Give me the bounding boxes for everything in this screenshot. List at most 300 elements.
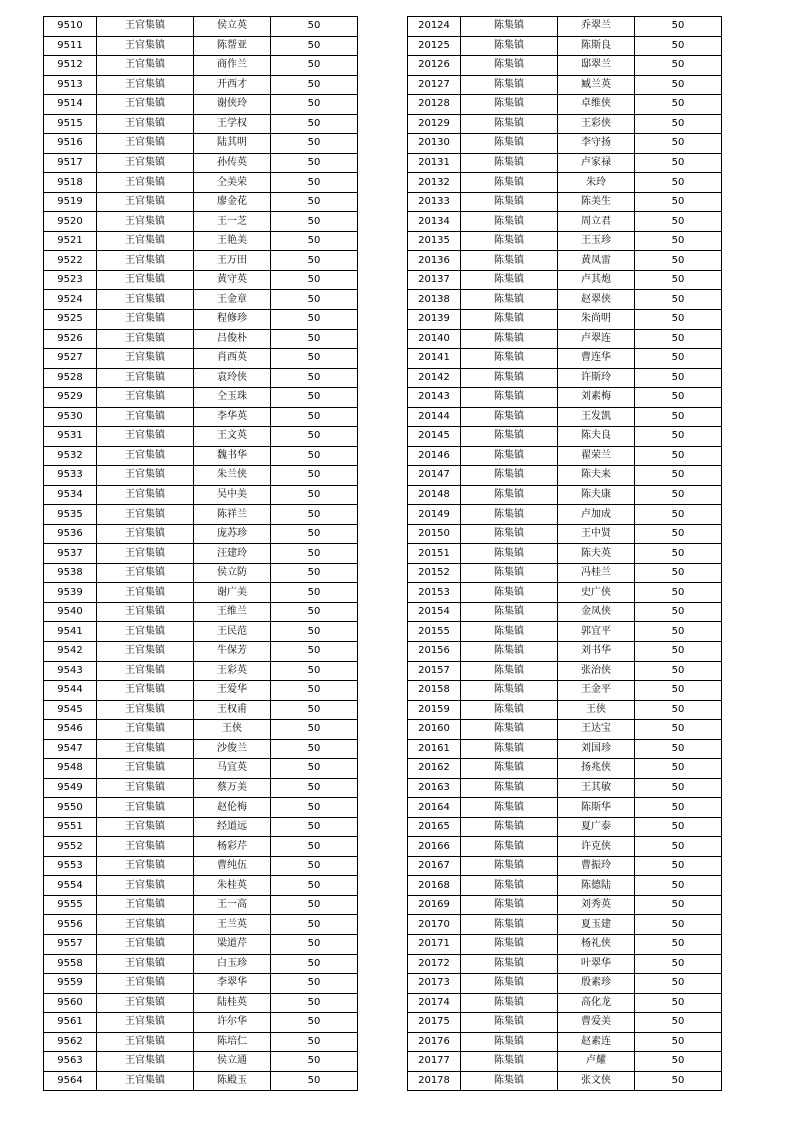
town-cell: 王官集镇	[97, 1071, 194, 1091]
table-row	[408, 1032, 722, 1052]
town-cell: 陈集镇	[461, 270, 558, 290]
amount-cell: 50	[635, 446, 722, 466]
amount-cell: 50	[635, 173, 722, 193]
record-number-cell: 20152	[408, 563, 461, 583]
table-row	[44, 661, 358, 681]
person-name-cell: 陈帮亚	[194, 36, 271, 56]
town-cell: 陈集镇	[461, 192, 558, 212]
table-row	[408, 309, 722, 329]
town-cell: 陈集镇	[461, 798, 558, 818]
record-number-cell: 20153	[408, 583, 461, 603]
town-cell: 陈集镇	[461, 622, 558, 642]
table-row	[408, 192, 722, 212]
record-number-cell: 9541	[44, 622, 97, 642]
amount-cell: 50	[635, 954, 722, 974]
amount-cell: 50	[635, 407, 722, 427]
table-row	[44, 817, 358, 837]
record-number-cell: 9558	[44, 954, 97, 974]
person-name-cell: 高化龙	[558, 993, 635, 1013]
record-number-cell: 9547	[44, 739, 97, 759]
town-cell: 陈集镇	[461, 212, 558, 232]
record-number-cell: 9534	[44, 485, 97, 505]
record-number-cell: 9531	[44, 427, 97, 447]
record-number-cell: 20135	[408, 231, 461, 251]
person-name-cell: 陈殿玉	[194, 1071, 271, 1091]
amount-cell: 50	[271, 895, 358, 915]
table-row	[44, 485, 358, 505]
town-cell: 陈集镇	[461, 524, 558, 544]
record-number-cell: 20171	[408, 934, 461, 954]
amount-cell: 50	[271, 1052, 358, 1072]
town-cell: 王官集镇	[97, 798, 194, 818]
person-name-cell: 李华英	[194, 407, 271, 427]
table-row	[44, 446, 358, 466]
person-name-cell: 卢其炮	[558, 270, 635, 290]
town-cell: 王官集镇	[97, 309, 194, 329]
record-number-cell: 9526	[44, 329, 97, 349]
record-number-cell: 9515	[44, 114, 97, 134]
person-name-cell: 李翠华	[194, 974, 271, 994]
amount-cell: 50	[635, 388, 722, 408]
table-row	[408, 681, 722, 701]
town-cell: 王官集镇	[97, 231, 194, 251]
town-cell: 王官集镇	[97, 1032, 194, 1052]
record-number-cell: 20127	[408, 75, 461, 95]
amount-cell: 50	[271, 544, 358, 564]
amount-cell: 50	[271, 309, 358, 329]
town-cell: 陈集镇	[461, 173, 558, 193]
amount-cell: 50	[635, 778, 722, 798]
amount-cell: 50	[635, 739, 722, 759]
town-cell: 陈集镇	[461, 368, 558, 388]
town-cell: 陈集镇	[461, 134, 558, 154]
record-number-cell: 20177	[408, 1052, 461, 1072]
table-row	[408, 759, 722, 779]
amount-cell: 50	[271, 446, 358, 466]
table-row	[408, 485, 722, 505]
town-cell: 陈集镇	[461, 563, 558, 583]
town-cell: 陈集镇	[461, 75, 558, 95]
record-number-cell: 9553	[44, 856, 97, 876]
amount-cell: 50	[271, 954, 358, 974]
record-number-cell: 9543	[44, 661, 97, 681]
record-number-cell: 20178	[408, 1071, 461, 1091]
record-number-cell: 9535	[44, 505, 97, 525]
table-row	[408, 17, 722, 37]
record-number-cell: 9552	[44, 837, 97, 857]
amount-cell: 50	[271, 153, 358, 173]
town-cell: 陈集镇	[461, 251, 558, 271]
amount-cell: 50	[635, 153, 722, 173]
person-name-cell: 夏广泰	[558, 817, 635, 837]
table-row	[408, 661, 722, 681]
town-cell: 王官集镇	[97, 524, 194, 544]
table-row	[44, 192, 358, 212]
town-cell: 王官集镇	[97, 95, 194, 115]
record-number-cell: 20162	[408, 759, 461, 779]
person-name-cell: 杨彩芹	[194, 837, 271, 857]
table-row	[44, 895, 358, 915]
person-name-cell: 臧兰英	[558, 75, 635, 95]
amount-cell: 50	[271, 368, 358, 388]
record-number-cell: 9561	[44, 1013, 97, 1033]
amount-cell: 50	[635, 622, 722, 642]
table-row	[408, 895, 722, 915]
table-row	[408, 1013, 722, 1033]
table-row	[408, 1052, 722, 1072]
person-name-cell: 侯立防	[194, 563, 271, 583]
record-number-cell: 20156	[408, 642, 461, 662]
town-cell: 王官集镇	[97, 1052, 194, 1072]
table-row	[44, 388, 358, 408]
town-cell: 王官集镇	[97, 934, 194, 954]
town-cell: 王官集镇	[97, 720, 194, 740]
record-number-cell: 20144	[408, 407, 461, 427]
town-cell: 王官集镇	[97, 974, 194, 994]
table-row	[44, 17, 358, 37]
table-row	[408, 642, 722, 662]
person-name-cell: 朱兰侠	[194, 466, 271, 486]
person-name-cell: 刘书华	[558, 642, 635, 662]
amount-cell: 50	[635, 466, 722, 486]
town-cell: 陈集镇	[461, 544, 558, 564]
amount-cell: 50	[635, 915, 722, 935]
amount-cell: 50	[635, 602, 722, 622]
person-name-cell: 刘秀英	[558, 895, 635, 915]
table-row	[44, 622, 358, 642]
record-number-cell: 20139	[408, 309, 461, 329]
town-cell: 陈集镇	[461, 309, 558, 329]
amount-cell: 50	[271, 798, 358, 818]
town-cell: 陈集镇	[461, 915, 558, 935]
record-number-cell: 9525	[44, 309, 97, 329]
table-row	[408, 602, 722, 622]
table-row	[408, 270, 722, 290]
amount-cell: 50	[635, 56, 722, 76]
amount-cell: 50	[271, 349, 358, 369]
person-name-cell: 曹连华	[558, 349, 635, 369]
town-cell: 王官集镇	[97, 466, 194, 486]
person-name-cell: 陈斯华	[558, 798, 635, 818]
amount-cell: 50	[271, 778, 358, 798]
record-number-cell: 9518	[44, 173, 97, 193]
amount-cell: 50	[635, 485, 722, 505]
amount-cell: 50	[635, 876, 722, 896]
record-number-cell: 20132	[408, 173, 461, 193]
person-name-cell: 陈夫来	[558, 466, 635, 486]
person-name-cell: 吕俊朴	[194, 329, 271, 349]
amount-cell: 50	[271, 759, 358, 779]
person-name-cell: 黄凤雷	[558, 251, 635, 271]
amount-cell: 50	[271, 56, 358, 76]
record-number-cell: 9513	[44, 75, 97, 95]
person-name-cell: 赵翠侠	[558, 290, 635, 310]
town-cell: 王官集镇	[97, 1013, 194, 1033]
record-number-cell: 20134	[408, 212, 461, 232]
town-cell: 陈集镇	[461, 1071, 558, 1091]
table-row	[408, 56, 722, 76]
town-cell: 陈集镇	[461, 778, 558, 798]
town-cell: 王官集镇	[97, 739, 194, 759]
record-number-cell: 20137	[408, 270, 461, 290]
person-name-cell: 侯立英	[194, 17, 271, 37]
town-cell: 王官集镇	[97, 895, 194, 915]
amount-cell: 50	[635, 544, 722, 564]
person-name-cell: 王万田	[194, 251, 271, 271]
amount-cell: 50	[635, 974, 722, 994]
amount-cell: 50	[271, 95, 358, 115]
town-cell: 陈集镇	[461, 1052, 558, 1072]
record-number-cell: 9550	[44, 798, 97, 818]
amount-cell: 50	[271, 583, 358, 603]
amount-cell: 50	[271, 817, 358, 837]
person-name-cell: 卢加成	[558, 505, 635, 525]
person-name-cell: 陆其明	[194, 134, 271, 154]
amount-cell: 50	[635, 817, 722, 837]
person-name-cell: 廖金花	[194, 192, 271, 212]
record-number-cell: 9529	[44, 388, 97, 408]
record-number-cell: 9549	[44, 778, 97, 798]
person-name-cell: 袁玲侠	[194, 368, 271, 388]
person-name-cell: 经道远	[194, 817, 271, 837]
amount-cell: 50	[271, 173, 358, 193]
person-name-cell: 陈斯良	[558, 36, 635, 56]
person-name-cell: 仝玉珠	[194, 388, 271, 408]
town-cell: 陈集镇	[461, 349, 558, 369]
person-name-cell: 沙俊兰	[194, 739, 271, 759]
record-number-cell: 20130	[408, 134, 461, 154]
person-name-cell: 李守扬	[558, 134, 635, 154]
town-cell: 陈集镇	[461, 114, 558, 134]
person-name-cell: 王艳美	[194, 231, 271, 251]
table-row	[408, 505, 722, 525]
record-number-cell: 9539	[44, 583, 97, 603]
table-row	[44, 583, 358, 603]
table-row	[408, 544, 722, 564]
amount-cell: 50	[635, 427, 722, 447]
record-number-cell: 20173	[408, 974, 461, 994]
person-name-cell: 殷素珍	[558, 974, 635, 994]
person-name-cell: 王爱华	[194, 681, 271, 701]
table-row	[44, 856, 358, 876]
record-number-cell: 20176	[408, 1032, 461, 1052]
town-cell: 陈集镇	[461, 485, 558, 505]
person-name-cell: 陈夫康	[558, 485, 635, 505]
record-number-cell: 9512	[44, 56, 97, 76]
table-row	[408, 349, 722, 369]
person-name-cell: 刘素梅	[558, 388, 635, 408]
record-number-cell: 20131	[408, 153, 461, 173]
table-row	[44, 798, 358, 818]
amount-cell: 50	[635, 661, 722, 681]
table-row	[408, 622, 722, 642]
record-number-cell: 9533	[44, 466, 97, 486]
person-name-cell: 王其敏	[558, 778, 635, 798]
town-cell: 陈集镇	[461, 407, 558, 427]
amount-cell: 50	[635, 231, 722, 251]
town-cell: 王官集镇	[97, 75, 194, 95]
town-cell: 陈集镇	[461, 231, 558, 251]
table-row	[408, 407, 722, 427]
record-number-cell: 20157	[408, 661, 461, 681]
person-name-cell: 许尔华	[194, 1013, 271, 1033]
amount-cell: 50	[271, 915, 358, 935]
person-name-cell: 马宜英	[194, 759, 271, 779]
amount-cell: 50	[271, 270, 358, 290]
town-cell: 陈集镇	[461, 856, 558, 876]
amount-cell: 50	[635, 212, 722, 232]
table-row	[408, 251, 722, 271]
amount-cell: 50	[635, 1032, 722, 1052]
table-row	[408, 427, 722, 447]
table-row	[44, 544, 358, 564]
amount-cell: 50	[271, 329, 358, 349]
table-row	[44, 1032, 358, 1052]
person-name-cell: 金凤侠	[558, 602, 635, 622]
amount-cell: 50	[271, 1032, 358, 1052]
person-name-cell: 王学权	[194, 114, 271, 134]
record-number-cell: 9523	[44, 270, 97, 290]
table-row	[44, 915, 358, 935]
person-name-cell: 曹爱美	[558, 1013, 635, 1033]
town-cell: 陈集镇	[461, 446, 558, 466]
record-number-cell: 9532	[44, 446, 97, 466]
record-number-cell: 9544	[44, 681, 97, 701]
town-cell: 王官集镇	[97, 446, 194, 466]
record-number-cell: 9511	[44, 36, 97, 56]
table-row	[408, 290, 722, 310]
person-name-cell: 王中贤	[558, 524, 635, 544]
record-number-cell: 9537	[44, 544, 97, 564]
person-name-cell: 陈夫英	[558, 544, 635, 564]
amount-cell: 50	[271, 622, 358, 642]
person-name-cell: 谢侠玲	[194, 95, 271, 115]
amount-cell: 50	[635, 368, 722, 388]
town-cell: 陈集镇	[461, 36, 558, 56]
record-number-cell: 9545	[44, 700, 97, 720]
person-name-cell: 郭宜平	[558, 622, 635, 642]
record-number-cell: 9548	[44, 759, 97, 779]
person-name-cell: 王金章	[194, 290, 271, 310]
table-row	[408, 563, 722, 583]
record-number-cell: 9538	[44, 563, 97, 583]
table-row	[44, 1052, 358, 1072]
person-name-cell: 陈夫良	[558, 427, 635, 447]
table-row	[44, 270, 358, 290]
table-row	[44, 505, 358, 525]
record-number-cell: 20143	[408, 388, 461, 408]
town-cell: 陈集镇	[461, 837, 558, 857]
person-name-cell: 肖西英	[194, 349, 271, 369]
amount-cell: 50	[635, 349, 722, 369]
town-cell: 王官集镇	[97, 56, 194, 76]
town-cell: 陈集镇	[461, 583, 558, 603]
table-row	[44, 1013, 358, 1033]
amount-cell: 50	[271, 75, 358, 95]
table-row	[408, 388, 722, 408]
person-name-cell: 王权甫	[194, 700, 271, 720]
table-row	[408, 231, 722, 251]
table-row	[44, 114, 358, 134]
amount-cell: 50	[271, 602, 358, 622]
amount-cell: 50	[271, 251, 358, 271]
town-cell: 王官集镇	[97, 134, 194, 154]
person-name-cell: 开西才	[194, 75, 271, 95]
record-number-cell: 20148	[408, 485, 461, 505]
table-row	[44, 993, 358, 1013]
town-cell: 陈集镇	[461, 329, 558, 349]
table-row	[408, 778, 722, 798]
amount-cell: 50	[635, 856, 722, 876]
person-name-cell: 黄守英	[194, 270, 271, 290]
record-number-cell: 20124	[408, 17, 461, 37]
record-number-cell: 9542	[44, 642, 97, 662]
amount-cell: 50	[635, 798, 722, 818]
table-row	[408, 739, 722, 759]
table-row	[44, 56, 358, 76]
record-number-cell: 20168	[408, 876, 461, 896]
record-number-cell: 9540	[44, 602, 97, 622]
person-name-cell: 陈美生	[558, 192, 635, 212]
person-name-cell: 冯桂兰	[558, 563, 635, 583]
amount-cell: 50	[271, 1071, 358, 1091]
person-name-cell: 侯立通	[194, 1052, 271, 1072]
town-cell: 陈集镇	[461, 681, 558, 701]
town-cell: 王官集镇	[97, 622, 194, 642]
town-cell: 王官集镇	[97, 251, 194, 271]
table-row	[44, 134, 358, 154]
person-name-cell: 朱桂英	[194, 876, 271, 896]
town-cell: 王官集镇	[97, 173, 194, 193]
table-row	[44, 153, 358, 173]
town-cell: 陈集镇	[461, 700, 558, 720]
amount-cell: 50	[635, 1071, 722, 1091]
town-cell: 王官集镇	[97, 759, 194, 779]
table-row	[44, 427, 358, 447]
person-name-cell: 卢家禄	[558, 153, 635, 173]
table-row	[44, 954, 358, 974]
amount-cell: 50	[271, 466, 358, 486]
table-row	[408, 95, 722, 115]
record-number-cell: 9554	[44, 876, 97, 896]
person-name-cell: 张治侠	[558, 661, 635, 681]
table-row	[44, 720, 358, 740]
amount-cell: 50	[271, 661, 358, 681]
person-name-cell: 陈培仁	[194, 1032, 271, 1052]
record-number-cell: 9524	[44, 290, 97, 310]
table-row	[44, 974, 358, 994]
table-row	[44, 1071, 358, 1091]
table-row	[408, 368, 722, 388]
town-cell: 陈集镇	[461, 466, 558, 486]
amount-cell: 50	[271, 505, 358, 525]
amount-cell: 50	[635, 837, 722, 857]
record-number-cell: 20154	[408, 602, 461, 622]
town-cell: 王官集镇	[97, 153, 194, 173]
person-name-cell: 商作兰	[194, 56, 271, 76]
town-cell: 王官集镇	[97, 36, 194, 56]
record-number-cell: 9519	[44, 192, 97, 212]
record-number-cell: 20136	[408, 251, 461, 271]
record-number-cell: 20133	[408, 192, 461, 212]
amount-cell: 50	[271, 485, 358, 505]
amount-cell: 50	[635, 1013, 722, 1033]
record-number-cell: 20166	[408, 837, 461, 857]
town-cell: 王官集镇	[97, 642, 194, 662]
town-cell: 陈集镇	[461, 427, 558, 447]
table-row	[44, 173, 358, 193]
record-number-cell: 9556	[44, 915, 97, 935]
